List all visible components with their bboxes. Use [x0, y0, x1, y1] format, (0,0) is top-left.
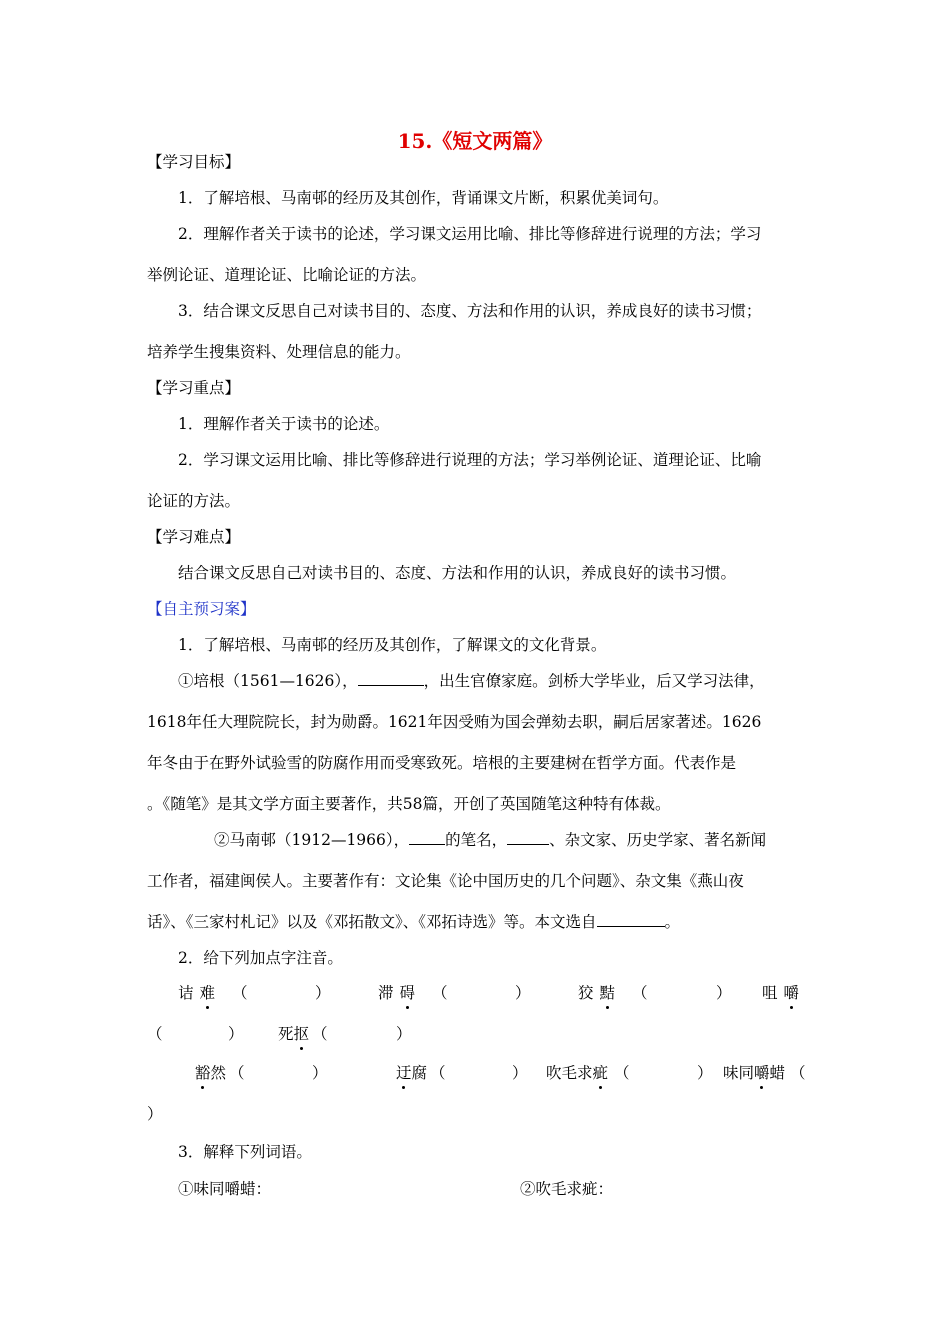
pinyin-word-zhiai [378, 983, 415, 1003]
paren-open-3: （ [632, 984, 648, 1002]
char-jiao: 狡 [578, 984, 594, 1002]
goal-1: 1．了解培根、马南邨的经历及其创作，背诵课文片断，积累优美词句。 [178, 189, 669, 207]
paren-close-7: ） [512, 1064, 528, 1082]
manancun-line-3 [147, 912, 680, 932]
paren-close-9: ） [147, 1105, 163, 1123]
paren-close-1: ） [315, 984, 331, 1002]
paren-open-7: （ [430, 1064, 446, 1082]
bacon-line-1 [178, 671, 765, 691]
difficulty-header: 【学习难点】 [147, 528, 241, 546]
paren-open-4: （ [147, 1025, 163, 1043]
char-zhi: 滞 [378, 984, 394, 1002]
pinyin-word-huoran [195, 1063, 226, 1083]
manancun-text-2: 的笔名， [445, 831, 508, 849]
bacon-text-1: ①培根（1561—1626）， [178, 672, 358, 690]
paren-close-5: ） [396, 1025, 412, 1043]
char-la: 蜡 [769, 1064, 786, 1082]
blank-source-book[interactable] [597, 912, 665, 927]
goal-3b: 培养学生搜集资料、处理信息的能力。 [147, 343, 411, 361]
goal-3a: 3．结合课文反思自己对读书目的、态度、方法和作用的认识，养成良好的读书习惯； [178, 302, 762, 320]
dotted-char-jue: 嚼 [783, 984, 800, 1002]
paren-open-2: （ [432, 984, 448, 1002]
manancun-text-1: ②马南邨（1912—1966）， [214, 831, 410, 849]
dotted-char-ai: 碍 [399, 984, 416, 1002]
question-3b: ②吹毛求疵： [520, 1180, 614, 1198]
char-fu: 腐 [411, 1064, 428, 1082]
question-3: 3．解释下列词语。 [178, 1143, 312, 1161]
goal-2a: 2．理解作者关于读书的论述，学习课文运用比喻、排比等修辞进行说理的方法；学习 [178, 225, 762, 243]
paren-open-9: （ [790, 1064, 806, 1082]
char-weitong: 味同 [723, 1064, 755, 1082]
pinyin-word-sikou [278, 1024, 309, 1044]
pinyin-word-chuimaoqiuci [546, 1063, 608, 1083]
char-ran: 然 [210, 1064, 227, 1082]
paren-open-1: （ [232, 984, 248, 1002]
paren-close-3: ） [716, 984, 732, 1002]
dotted-char-nan: 难 [199, 984, 216, 1002]
pinyin-word-weitongjuela [723, 1063, 785, 1083]
dotted-char-xia: 黠 [599, 984, 616, 1002]
pinyin-word-jiaoxia [578, 983, 615, 1003]
pinyin-word-yufu [396, 1063, 427, 1083]
paren-open-8: （ [614, 1064, 630, 1082]
manancun-text-4: 话》、《三家村札记》以及《邓拓散文》、《邓拓诗选》等。本文选自 [147, 913, 597, 931]
bacon-line-4: 。《随笔》是其文学方面主要著作，共58篇，开创了英国随笔这种特有体裁。 [147, 795, 671, 813]
difficulty-1: 结合课文反思自己对读书目的、态度、方法和作用的认识，养成良好的读书习惯。 [178, 564, 737, 582]
question-2: 2．给下列加点字注音。 [178, 949, 343, 967]
paren-close-4: ） [228, 1025, 244, 1043]
blank-real-name[interactable] [409, 830, 445, 845]
paren-open-5: （ [312, 1025, 328, 1043]
goal-2b: 举例论证、道理论证、比喻论证的方法。 [147, 266, 427, 284]
pinyin-word-jujue [762, 983, 799, 1003]
char-ji: 诘 [178, 984, 194, 1002]
pinyin-word-jienan [178, 983, 215, 1003]
key-header: 【学习重点】 [147, 379, 241, 397]
dotted-char-ci: 疵 [592, 1064, 609, 1082]
bacon-text-2: ，出生官僚家庭。剑桥大学毕业，后又学习法律， [423, 672, 765, 690]
paren-close-2: ） [515, 984, 531, 1002]
bacon-line-2: 1618年任大理院院长，封为勋爵。1621年因受贿为国会弹劾去职，嗣后居家著述。1626 [147, 713, 762, 731]
dotted-char-yu: 迂 [396, 1064, 412, 1082]
goals-header: 【学习目标】 [147, 153, 241, 171]
manancun-line-1 [214, 830, 766, 850]
key-2a: 2．学习课文运用比喻、排比等修辞进行说理的方法；学习举例论证、道理论证、比喻 [178, 451, 762, 469]
blank-bacon-identity[interactable] [358, 671, 424, 686]
blank-profession[interactable] [507, 830, 549, 845]
dotted-char-jue-2: 嚼 [754, 1064, 770, 1082]
page-title: 15.《短文两篇》 [397, 129, 553, 153]
manancun-text-5: 。 [664, 913, 681, 931]
manancun-line-2: 工作者，福建闽侯人。主要著作有：文论集《论中国历史的几个问题》、杂文集《燕山夜 [147, 872, 744, 890]
dotted-char-kou: 抠 [293, 1025, 310, 1043]
char-ju: 咀 [762, 984, 778, 1002]
preview-header: 【自主预习案】 [147, 600, 256, 618]
bacon-line-3: 年冬由于在野外试验雪的防腐作用而受寒致死。培根的主要建树在哲学方面。代表作是 [147, 754, 737, 772]
paren-close-8: ） [697, 1064, 713, 1082]
char-si: 死 [278, 1025, 294, 1043]
paren-close-6: ） [312, 1064, 328, 1082]
preview-1: 1．了解培根、马南邨的经历及其创作，了解课文的文化背景。 [178, 636, 607, 654]
paren-open-6: （ [229, 1064, 245, 1082]
manancun-text-3: 、杂文家、历史学家、著名新闻 [549, 831, 767, 849]
question-3a: ①味同嚼蜡： [178, 1180, 272, 1198]
char-chuimaoqiu: 吹毛求 [546, 1064, 593, 1082]
key-2b: 论证的方法。 [147, 492, 241, 510]
key-1: 1．理解作者关于读书的论述。 [178, 415, 390, 433]
dotted-char-huo: 豁 [195, 1064, 211, 1082]
